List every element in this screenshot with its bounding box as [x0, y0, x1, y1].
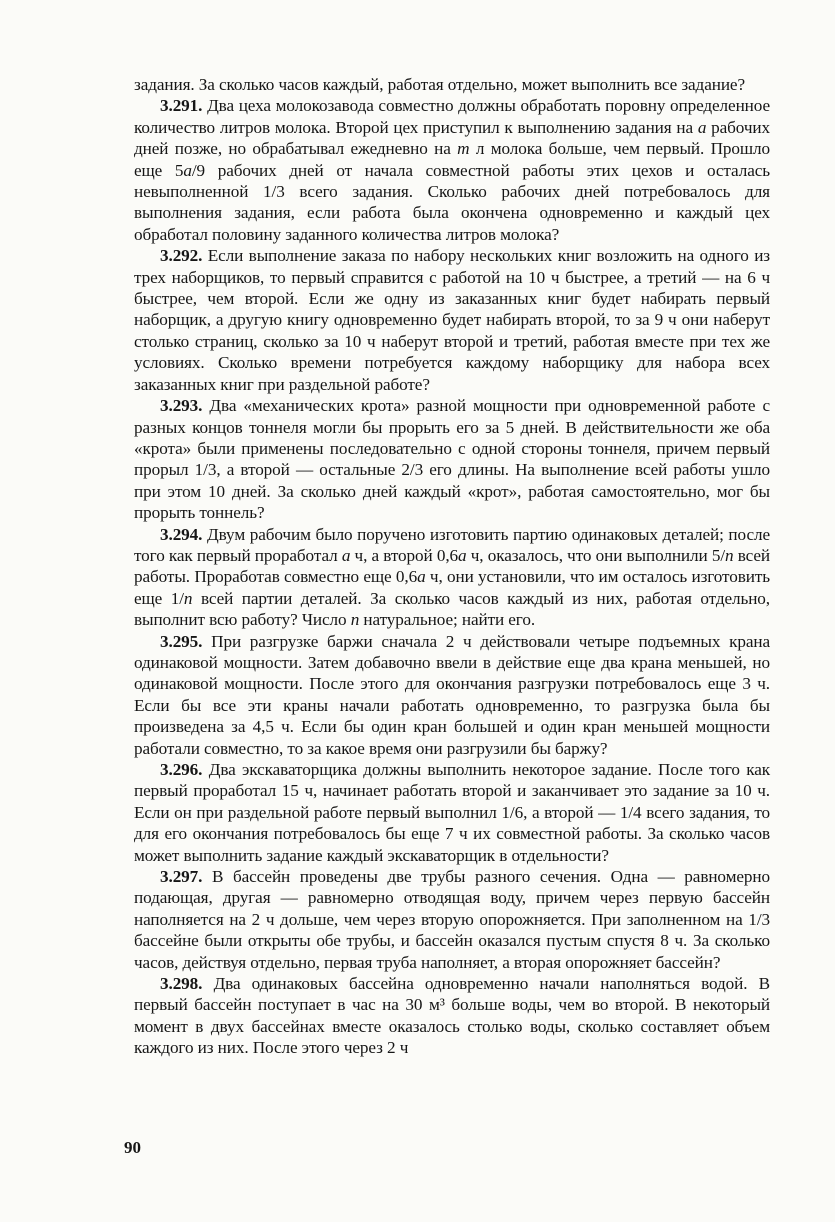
math-variable: a [183, 160, 192, 180]
math-variable: n [725, 545, 734, 565]
math-variable: a [417, 567, 426, 587]
problem-paragraph: 3.294. Двум рабочим было поручено изготовить партию одинаковых деталей; после того как первый проработал a ч, а второй 0,6a ч, оказалось, что они выполнили 5/n всей работы. Проработав совместно еще 0,6a ч, они установили, что им осталось изготовить еще 1/n всей партии деталей. За сколько часов каждый из них, работая отдельно, выполнит всю работу? Число n натуральное; найти его. [134, 524, 771, 630]
problem-paragraph: 3.291. Два цеха молокозавода совместно должны обработать поровну определенное количество литров молока. Второй цех приступил к выполнению задания на a рабочих дней позже, но обрабатывал ежедневно на m л молока больше, чем первый. Прошло еще 5a/9 рабочих дней от начала совместной работы этих цехов и осталась невыполненной 1/3 всего задания. Сколько рабочих дней потребовалось для выполнения задания, если работа была окончена одновременно и каждый цех обработал половину заданного количества литров молока? [134, 96, 770, 244]
problem-number: 3.298. [160, 974, 214, 994]
math-variable: n [183, 588, 193, 608]
problem-number: 3.297. [160, 867, 212, 887]
problem-number: 3.292. [160, 246, 208, 266]
math-variable: a [697, 117, 707, 137]
page-number: 90 [124, 1138, 141, 1157]
problem-number: 3.296. [160, 760, 209, 779]
problem-paragraph: 3.293. Два «механических крота» разной мощности при одновременной работе с разных концов тоннеля могли бы прорыть его за 5 дней. В действительности же оба «крота» были применены последовательно с одной стороны тоннеля, причем первый прорыл 1/3, а второй — остальные 2/3 его длины. На выполнение всей работы ушло при этом 10 дней. За сколько дней каждый «крот», работая самостоятельно, мог бы прорыть тоннель? [134, 396, 770, 523]
intro-paragraph: задания. За сколько часов каждый, работая отдельно, может выполнить все задание? [134, 75, 745, 94]
math-variable: m [457, 139, 470, 159]
page-text [134, 74, 770, 1059]
math-variable: n [350, 610, 360, 630]
problem-paragraph: 3.297. В бассейн проведены две трубы разного сечения. Одна — равномерно подающая, другая — равномерно отводящая воду, причем через первую бассейн наполняется на 2 ч дольше, чем через вторую опорожняется. При заполненном на 1/3 бассейне были открыты обе трубы, и бассейн оказался пустым спустя 8 ч. За сколько часов, действуя отдельно, первая труба наполняет, а вторая опорожняет бассейн? [134, 867, 770, 972]
problem-number: 3.294. [160, 524, 207, 544]
problem-paragraph: 3.298. Два одинаковых бассейна одновременно начали наполняться водой. В первый бассейн поступает в час на 30 м³ больше воды, чем во второй. В некоторый момент в двух бассейнах вместе оказалось столько воды, сколько составляет объем каждого из них. После этого через 2 ч [134, 974, 770, 1058]
problem-number: 3.295. [160, 631, 212, 651]
problem-number: 3.293. [160, 396, 210, 416]
problem-paragraph: 3.295. При разгрузке баржи сначала 2 ч действовали четыре подъемных крана одинаковой мощности. Затем добавочно ввели в действие еще два крана меньшей, но одинаковой мощности. После этого для окончания разгрузки потребовалось еще 3 ч. Если бы все эти краны начали работать одновременно, то разгрузка была бы произведена за 4,5 ч. Если бы один кран большей и один кран меньшей мощности работали совместно, то за какое время они разгрузили бы баржу? [134, 631, 770, 758]
math-variable: a [458, 545, 467, 565]
problem-paragraph: 3.292. Если выполнение заказа по набору нескольких книг возложить на одного из трех наборщиков, то первый справится с работой на 10 ч быстрее, а третий — на 6 ч быстрее, чем второй. Если же одну из заказанных книг будет набирать первый наборщик, а другую книгу одновременно будет набирать второй, то за 9 ч они наберут столько страниц, сколько за 10 ч наберут второй и третий, работая вместе при тех же условиях. Сколько времени потребуется каждому наборщику для набора всех заказанных книг при раздельной работе? [134, 246, 770, 394]
problem-paragraph: 3.296. Два экскаваторщика должны выполнить некоторое задание. После того как первый проработал 15 ч, начинает работать второй и заканчивает это задание за 10 ч. Если он при раздельной работе первый выполнил 1/6, а второй — 1/4 всего задания, то для его окончания потребовалось бы еще 7 ч их совместной работы. За сколько часов может выполнить задание каждый экскаваторщик в отдельности? [134, 760, 770, 865]
math-variable: a [341, 545, 351, 565]
problems-list [134, 95, 770, 1058]
problem-number: 3.291. [160, 96, 208, 116]
